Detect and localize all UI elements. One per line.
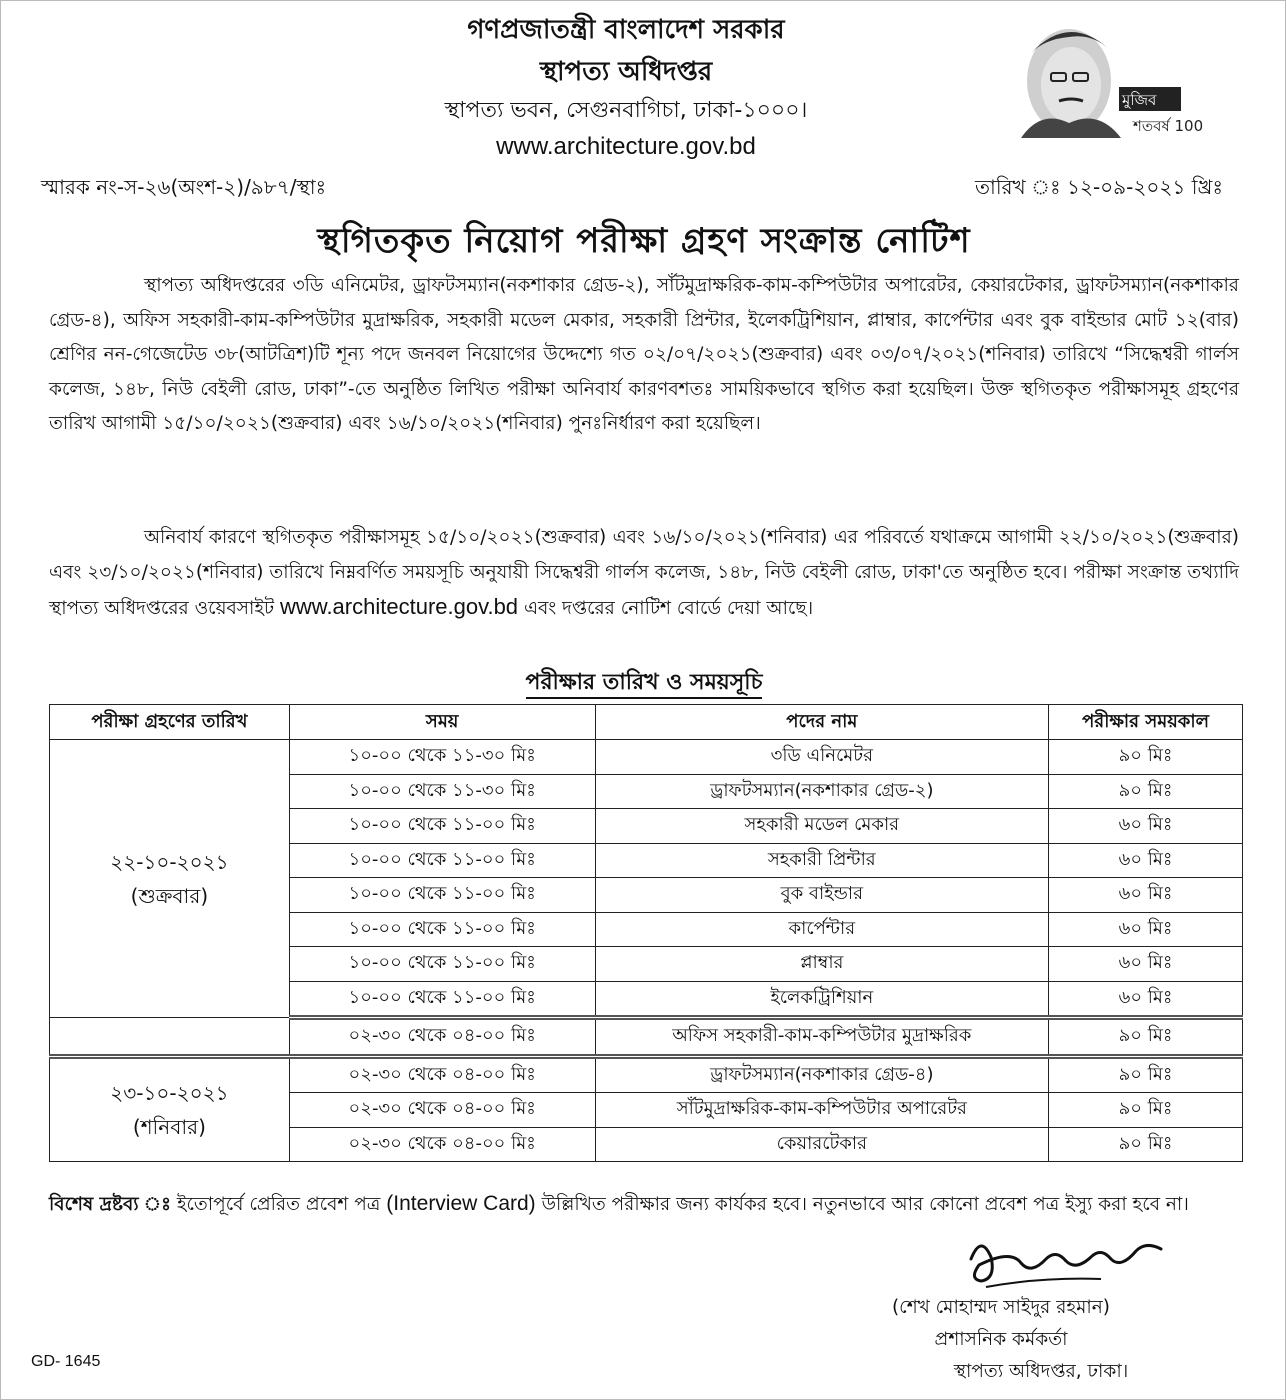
post-cell: সহকারী প্রিন্টার [595, 843, 1049, 878]
header-exam-date: পরীক্ষা গ্রহণের তারিখ [50, 705, 290, 740]
department-address: স্থাপত্য ভবন, সেগুনবাগিচা, ঢাকা-১০০০। [444, 98, 808, 123]
duration-cell: ৯০ মিঃ [1049, 1093, 1243, 1128]
post-cell: বুক বাইন্ডার [595, 878, 1049, 913]
time-cell: ১০-০০ থেকে ১১-০০ মিঃ [289, 981, 595, 1018]
table-header-row [50, 705, 1243, 740]
gd-code: GD- 1645 [31, 1353, 101, 1370]
duration-cell: ৯০ মিঃ [1049, 1127, 1243, 1162]
day2-date-cell [50, 1056, 290, 1162]
blank-date-cell [50, 1018, 290, 1057]
post-cell: ড্রাফটসম্যান(নকশাকার গ্রেড-৪) [595, 1056, 1049, 1093]
signature-mark [951, 1229, 1181, 1291]
memo-date: তারিখ ঃ ১২-০৯-২০২১ খ্রিঃ [975, 175, 1223, 199]
signatory-office: স্থাপত্য অধিদপ্তর, ঢাকা। [953, 1361, 1129, 1382]
time-cell: ০২-৩০ থেকে ০৪-০০ মিঃ [289, 1056, 595, 1093]
duration-cell: ৯০ মিঃ [1049, 774, 1243, 809]
header-duration: পরীক্ষার সময়কাল [1049, 705, 1243, 740]
time-cell: ০২-৩০ থেকে ০৪-০০ মিঃ [289, 1127, 595, 1162]
table-row [50, 1018, 1243, 1057]
mujib-100-logo [1011, 13, 1204, 138]
post-cell: সাঁটমুদ্রাক্ষরিক-কাম-কম্পিউটার অপারেটর [595, 1093, 1049, 1128]
para2-website-link[interactable]: www.architecture.gov.bd [280, 594, 519, 619]
note-text-1: ইতোপূর্বে প্রেরিত প্রবেশ পত্র [176, 1194, 381, 1215]
notice-title: স্থগিতকৃত নিয়োগ পরীক্ষা গ্রহণ সংক্রান্ত নোটিশ [317, 221, 971, 261]
header-post-name: পদের নাম [595, 705, 1049, 740]
govt-name: গণপ্রজাতন্ত্রী বাংলাদেশ সরকার [467, 15, 785, 45]
duration-cell: ৬০ মিঃ [1049, 878, 1243, 913]
special-note [49, 1187, 1239, 1222]
logo-text: মুজিব [1122, 91, 1157, 109]
time-cell: ১০-০০ থেকে ১১-০০ মিঃ [289, 843, 595, 878]
table-row [50, 740, 1243, 775]
time-cell: ১০-০০ থেকে ১১-০০ মিঃ [289, 878, 595, 913]
time-cell: ০২-৩০ থেকে ০৪-০০ মিঃ [289, 1093, 595, 1128]
day1-weekday: (শুক্রবার) [130, 883, 209, 908]
note-label: বিশেষ দ্রষ্টব্য ঃ [49, 1194, 171, 1215]
day2-weekday: (শনিবার) [132, 1114, 206, 1139]
schedule-title: পরীক্ষার তারিখ ও সময়সূচি [1, 665, 1287, 702]
time-cell: ১০-০০ থেকে ১১-৩০ মিঃ [289, 774, 595, 809]
portrait-icon [1011, 13, 1204, 138]
duration-cell: ৬০ মিঃ [1049, 981, 1243, 1018]
para2-text: অনিবার্য কারণে স্থগিতকৃত পরীক্ষাসমূহ ১৫/১০/২০২১(শুক্রবার) এবং ১৬/১০/২০২১(শনিবার) এর পরিবর্তে যথাক্রমে আগামী ২২/১০/২০২১(শুক্রবার) এবং ২৩/১০/২০২১(শনিবার) তারিখে নিম্নবর্ণিত সময়সূচি অনুযায়ী সিদ্ধেশ্বরী গার্লস কলেজ, ১৪৮, নিউ বেইলী রোড, ঢাকা'তে অনুষ্ঠিত হবে। পরীক্ষা সংক্রান্ত তথ্যাদি স্থাপত্য অধিদপ্তরের ওয়েবসাইট [49, 527, 1239, 619]
table-row [50, 1056, 1243, 1093]
header-time: সময় [289, 705, 595, 740]
para2-end: এবং দপ্তরের নোটিশ বোর্ডে দেয়া আছে। [523, 598, 814, 619]
signature-icon [951, 1229, 1181, 1291]
body-paragraph-2 [49, 521, 1239, 627]
duration-cell: ৬০ মিঃ [1049, 809, 1243, 844]
day2-date: ২৩-১০-২০২১ [110, 1080, 229, 1105]
duration-cell: ৯০ মিঃ [1049, 1056, 1243, 1093]
department-website[interactable]: www.architecture.gov.bd [496, 133, 756, 160]
post-cell: কেয়ারটেকার [595, 1127, 1049, 1162]
note-text-2: উল্লিখিত পরীক্ষার জন্য কার্যকর হবে। নতুনভাবে আর কোনো প্রবেশ পত্র ইস্যু করা হবে না। [541, 1194, 1189, 1215]
post-cell: ৩ডি এনিমেটর [595, 740, 1049, 775]
post-cell: অফিস সহকারী-কাম-কম্পিউটার মুদ্রাক্ষরিক [595, 1018, 1049, 1057]
time-cell: ১০-০০ থেকে ১১-০০ মিঃ [289, 912, 595, 947]
department-name: স্থাপত্য অধিদপ্তর [539, 57, 713, 87]
logo-sub: শতবর্ষ 100 [1133, 117, 1204, 135]
body-paragraph-1: স্থাপত্য অধিদপ্তরের ৩ডি এনিমেটর, ড্রাফটসম্যান(নকশাকার গ্রেড-২), সাঁটমুদ্রাক্ষরিক-কাম-কম্পিউটার অপারেটর, কেয়ারটেকার, ড্রাফটসম্যান(নকশাকার গ্রেড-৪), অফিস সহকারী-কাম-কম্পিউটার মুদ্রাক্ষরিক, সহকারী মডেল মেকার, সহকারী প্রিন্টার, ইলেকট্রিশিয়ান, প্লাম্বার, কার্পেন্টার এবং বুক বাইন্ডার মোট ১২(বার) শ্রেণির নন-গেজেটেড ৩৮(আটত্রিশ)টি শূন্য পদে জনবল নিয়োগের উদ্দেশ্যে গত ০২/০৭/২০২১(শুক্রবার) এবং ০৩/০৭/২০২১(শনিবার) তারিখে “সিদ্ধেশ্বরী গার্লস কলেজ, ১৪৮, নিউ বেইলী রোড, ঢাকা”-তে অনুষ্ঠিত লিখিত পরীক্ষা অনিবার্য কারণবশতঃ সাময়িকভাবে স্থগিত করা হয়েছিল। উক্ত স্থগিতকৃত পরীক্ষাসমূহ গ্রহণের তারিখ আগামী ১৫/১০/২০২১(শুক্রবার) এবং ১৬/১০/২০২১(শনিবার) পুনঃনির্ধারণ করা হয়েছিল। [49, 275, 1239, 434]
post-cell: সহকারী মডেল মেকার [595, 809, 1049, 844]
time-cell: ০২-৩০ থেকে ০৪-০০ মিঃ [289, 1018, 595, 1057]
duration-cell: ৯০ মিঃ [1049, 740, 1243, 775]
duration-cell: ৬০ মিঃ [1049, 912, 1243, 947]
day1-date: ২২-১০-২০২১ [110, 849, 229, 874]
signatory-designation: প্রশাসনিক কর্মকর্তা [934, 1329, 1068, 1350]
signatory-name: (শেখ মোহাম্মদ সাইদুর রহমান) [891, 1297, 1111, 1318]
time-cell: ১০-০০ থেকে ১১-০০ মিঃ [289, 947, 595, 982]
post-cell: ড্রাফটসম্যান(নকশাকার গ্রেড-২) [595, 774, 1049, 809]
duration-cell: ৬০ মিঃ [1049, 947, 1243, 982]
schedule-table [49, 704, 1243, 1162]
time-cell: ১০-০০ থেকে ১১-৩০ মিঃ [289, 740, 595, 775]
memo-ref: স্মারক নং-স-২৬(অংশ-২)/৯৮৭/স্থাঃ [41, 175, 327, 199]
note-interview-card: (Interview Card) [386, 1192, 536, 1215]
duration-cell: ৯০ মিঃ [1049, 1018, 1243, 1057]
post-cell: ইলেকট্রিশিয়ান [595, 981, 1049, 1018]
time-cell: ১০-০০ থেকে ১১-০০ মিঃ [289, 809, 595, 844]
duration-cell: ৬০ মিঃ [1049, 843, 1243, 878]
day1-date-cell [50, 740, 290, 1018]
post-cell: প্লাম্বার [595, 947, 1049, 982]
post-cell: কার্পেন্টার [595, 912, 1049, 947]
